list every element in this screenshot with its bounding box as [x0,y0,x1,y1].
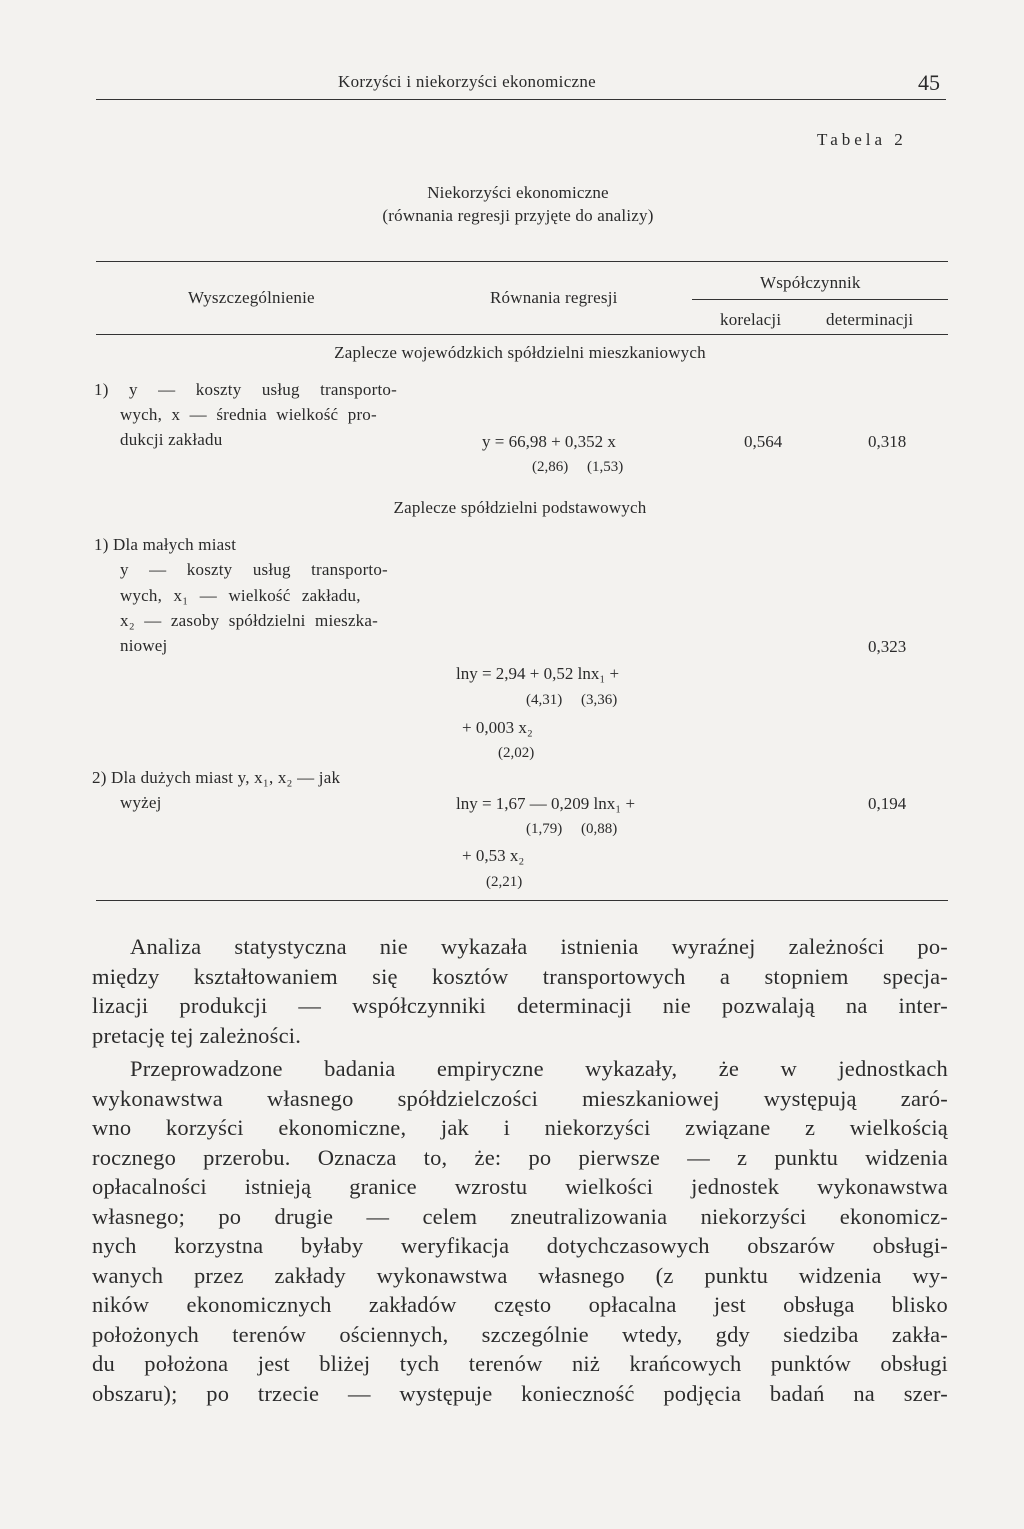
row1-standard-errors: (2,86) (1,53) [532,459,624,475]
text-line: rocznego przerobu. Oznacza to, że: po pierwsze — z punktu widzenia [92,1144,948,1170]
text-line: między kształtowaniem się kosztów transportowych a stopniem specja- [92,963,948,989]
column-header-item: Wyszczególnienie [188,288,315,307]
section-title-basic: Zaplecze spółdzielni podstawowych [393,498,647,517]
row1-equation: y = 66,98 + 0,352 x [482,432,616,451]
text-line: wanych przez zakłady wykonawstwa własnego (z punktu widzenia wy- [92,1262,948,1288]
row1-desc-line1: 1) y — koszty usług transporto- [94,380,397,399]
table-header-rule [96,334,948,335]
text-line: pretację tej zależności. [92,1022,302,1048]
text-line: lizacji produkcji — współczynniki determinacji nie pozwalają na inter- [92,993,948,1018]
row2-determination: 0,323 [868,637,907,656]
text-line: położonych terenów ościennych, szczególnie wtedy, gdy siedziba zakła- [92,1321,948,1347]
row3-determination: 0,194 [868,794,907,813]
row2-standard-errors-2: (2,02) [498,745,535,761]
text-line: Przeprowadzone badania empiryczne wykazały, że w jednostkach [130,1056,948,1081]
row2-desc-line1: 1) Dla małych miast [94,535,237,554]
row1-determination: 0,318 [868,432,907,451]
row2-equation-line2: + 0,003 x₂ [462,718,533,737]
row2-desc-line2: y — koszty usług transporto- [120,560,388,579]
coefficient-subrule [692,299,948,300]
row1-desc-line2: wych, x — średnia wielkość pro- [120,405,377,424]
row2-desc-line3: wych, x₁ — wielkość zakładu, [120,586,361,605]
row2-desc-line4: x₂ — zasoby spółdzielni mieszka- [120,611,378,630]
paragraph-1 [92,932,948,1050]
text-line: obszaru); po trzecie — występuje konieczność podjęcia badań na szer- [92,1380,948,1406]
row2-standard-errors-1: (4,31) (3,36) [526,692,618,708]
column-header-correlation: korelacji [720,310,782,329]
row1-correlation: 0,564 [744,432,783,451]
text-line: własnego; po drugie — celem zneutralizowania niekorzyści ekonomicz- [92,1203,948,1229]
text-line: du położona jest bliżej tych terenów niż krańcowych punktów obsługi [92,1351,948,1376]
column-header-determination: determinacji [826,310,914,329]
section-title-voivodeship: Zaplecze wojewódzkich spółdzielni mieszkaniowych [334,343,706,362]
text-line: nych korzystna byłaby weryfikacja dotychczasowych obszarów obsługi- [92,1233,948,1258]
table-bottom-rule [96,900,948,901]
row3-equation-line2: + 0,53 x₂ [462,846,525,865]
text-line: wno korzyści ekonomiczne, jak i niekorzyści związane z wielkością [92,1115,948,1140]
text-line: ników ekonomicznych zakładów często opłacalna jest obsługa blisko [92,1292,948,1317]
row3-standard-errors-2: (2,21) [486,874,523,890]
column-header-coefficient: Współczynnik [760,273,861,292]
text-line: wykonawstwa własnego spółdzielczości mieszkaniowej występują zaró- [92,1085,948,1111]
row3-desc-line1: 2) Dla dużych miast y, x₁, x₂ — jak [92,768,341,787]
table-label: Tabela 2 [817,130,907,149]
table-top-rule [96,261,948,262]
row3-equation-line1: lny = 1,67 — 0,209 lnx₁ + [456,794,636,813]
text-line: opłacalności istnieją granice wzrostu wielkości jednostek wykonawstwa [92,1174,948,1199]
column-header-equations: Równania regresji [490,288,618,307]
text-line: Analiza statystyczna nie wykazała istnienia wyraźnej zależności po- [130,934,948,959]
row2-desc-line5: niowej [120,636,168,655]
row2-equation-line1: lny = 2,94 + 0,52 lnx₁ + [456,664,620,683]
row3-standard-errors-1: (1,79) (0,88) [526,821,618,837]
row3-desc-line2: wyżej [120,793,162,812]
header-rule [96,99,946,100]
table-caption-line1: Niekorzyści ekonomiczne [427,183,609,202]
row1-desc-line3: dukcji zakładu [120,430,223,449]
running-head-title: Korzyści i niekorzyści ekonomiczne [338,72,597,91]
paragraph-2 [92,1054,948,1408]
page-number: 45 [918,70,940,95]
table-caption-line2: (równania regresji przyjęte do analizy) [382,206,654,225]
